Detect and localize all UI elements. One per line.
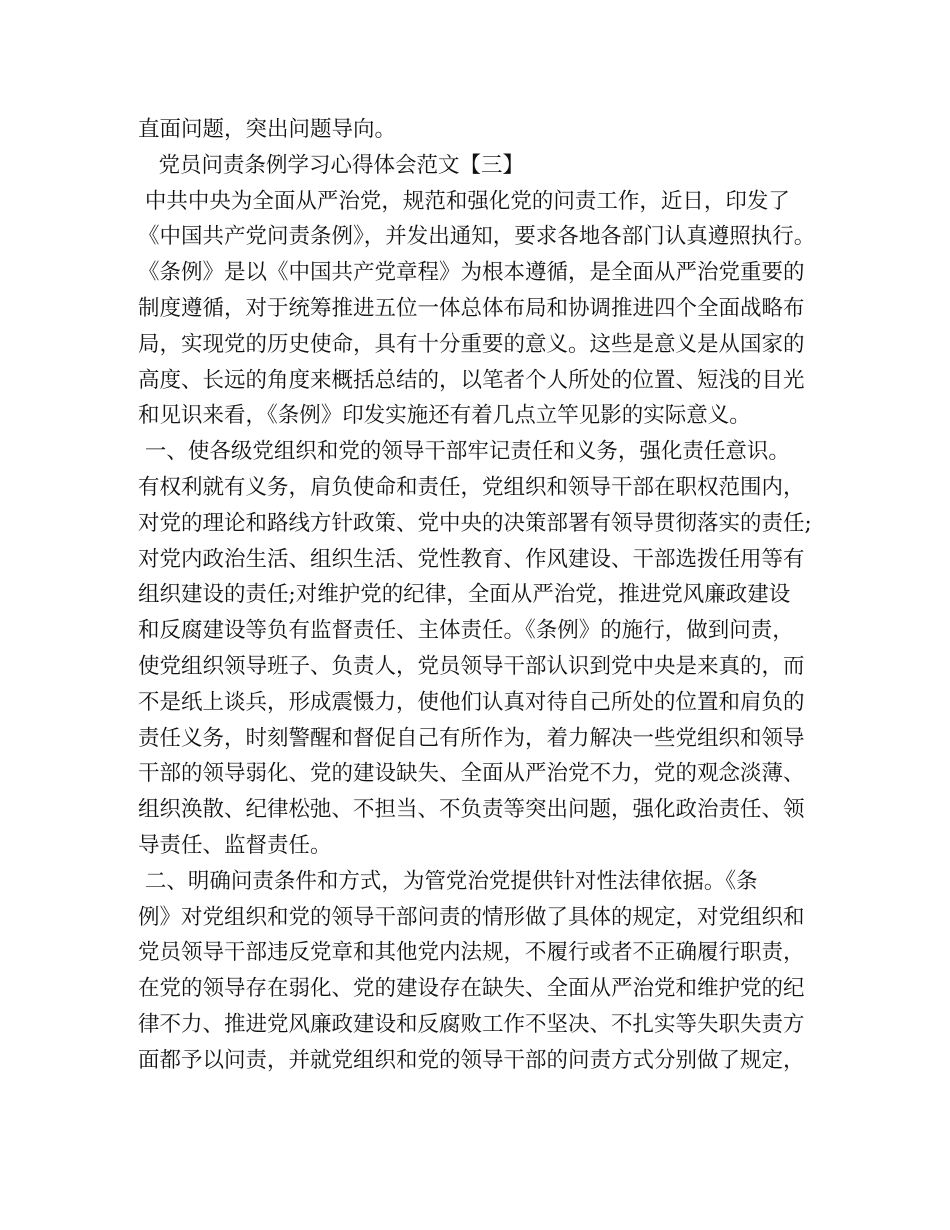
text-line: 局，实现党的历史使命，具有十分重要的意义。这些是意义是从国家的 <box>138 331 805 357</box>
section-heading: 党员问责条例学习心得体会范文【三】 <box>138 152 525 178</box>
document-body <box>138 112 828 1079</box>
text-line: 和见识来看，《条例》印发实施还有着几点立竿见影的实际意义。 <box>138 403 751 429</box>
text-line: 和反腐建设等负有监督责任、主体责任。《条例》的施行，做到问责， <box>138 618 794 644</box>
text-line: 不是纸上谈兵，形成震慑力，使他们认真对待自己所处的位置和肩负的 <box>138 689 805 715</box>
text-line: 中共中央为全面从严治党，规范和强化党的问责工作，近日，印发了 <box>138 188 790 214</box>
text-line: 《条例》是以《中国共产党章程》为根本遵循，是全面从严治党重要的 <box>138 260 805 286</box>
text-line: 组织建设的责任;对维护党的纪律，全面从严治党，推进党风廉政建设 <box>138 582 791 608</box>
text-line: 党员领导干部违反党章和其他党内法规，不履行或者不正确履行职责， <box>138 940 805 966</box>
text-line: 责任义务，时刻警醒和督促自己有所作为，着力解决一些党组织和领导 <box>138 725 805 751</box>
text-line: 二、明确问责条件和方式，为管党治党提供针对性法律依据。《条 <box>138 868 758 894</box>
text-line: 导责任、监督责任。 <box>138 832 332 858</box>
text-line: 在党的领导存在弱化、党的建设存在缺失、全面从严治党和维护党的纪 <box>138 976 805 1002</box>
text-line: 高度、长远的角度来概括总结的，以笔者个人所处的位置、短浅的目光 <box>138 367 805 393</box>
text-line: 《中国共产党问责条例》，并发出通知，要求各地各部门认真遵照执行。 <box>138 224 816 250</box>
text-line: 干部的领导弱化、党的建设缺失、全面从严治党不力，党的观念淡薄、 <box>138 761 805 787</box>
text-line: 使党组织领导班子、负责人，党员领导干部认识到党中央是来真的，而 <box>138 653 805 679</box>
text-line: 有权利就有义务，肩负使命和责任，党组织和领导干部在职权范围内， <box>138 474 805 500</box>
text-line: 一、使各级党组织和党的领导干部牢记责任和义务，强化责任意识。 <box>138 439 790 465</box>
text-line: 面都予以问责，并就党组织和党的领导干部的问责方式分别做了规定， <box>138 1047 805 1073</box>
text-line: 制度遵循，对于统筹推进五位一体总体布局和协调推进四个全面战略布 <box>138 295 805 321</box>
text-line: 组织涣散、纪律松弛、不担当、不负责等突出问题，强化政治责任、领 <box>138 797 805 823</box>
text-line: 对党的理论和路线方针政策、党中央的决策部署有领导贯彻落实的责任; <box>138 510 812 536</box>
text-line: 例》对党组织和党的领导干部问责的情形做了具体的规定，对党组织和 <box>138 904 805 930</box>
text-line: 直面问题，突出问题导向。 <box>138 117 397 142</box>
text-line: 律不力、推进党风廉政建设和反腐败工作不坚决、不扎实等失职失责方 <box>138 1011 805 1037</box>
text-line: 对党内政治生活、组织生活、党性教育、作风建设、干部选拨任用等有 <box>138 546 805 572</box>
